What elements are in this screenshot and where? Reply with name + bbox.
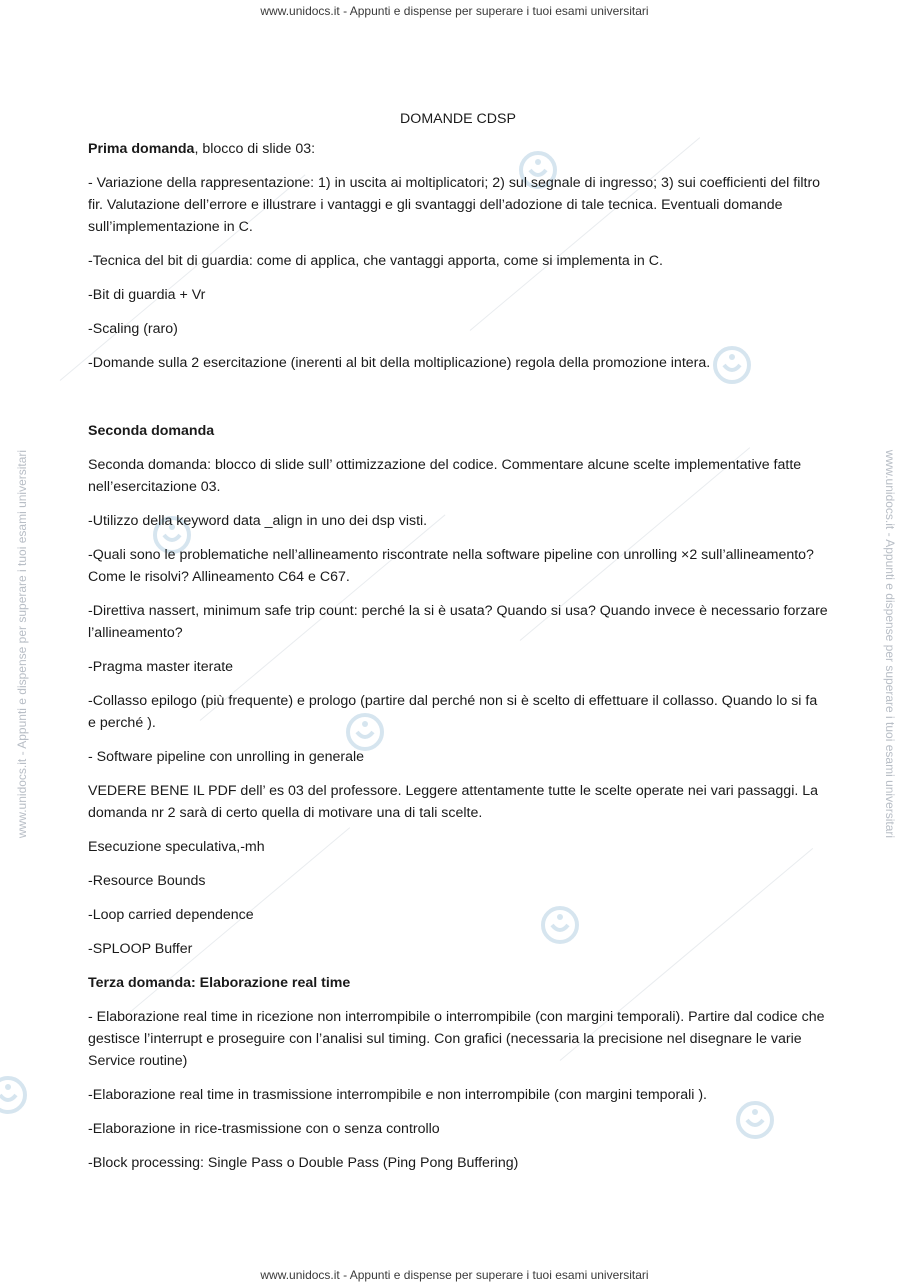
paragraph: -Pragma master iterate — [88, 659, 234, 675]
paragraph: -Loop carried dependence — [88, 907, 254, 923]
unidocs-logo-icon — [0, 1075, 28, 1115]
paragraph: -Block processing: Single Pass o Double Pass (Ping Pong Buffering) — [88, 1155, 519, 1171]
paragraph: -Collasso epilogo (più frequente) e prologo (partire dal perché non si è scelto di effettuare il collasso. Quando lo si fa e perché ). — [88, 693, 818, 731]
paragraph: -Resource Bounds — [88, 873, 206, 889]
section-1-heading — [88, 138, 828, 160]
paragraph: Seconda domanda: blocco di slide sull’ ottimizzazione del codice. Commentare alcune scelte implementative fatte nell’esercitazione 03. — [88, 457, 802, 495]
paragraph: Esecuzione speculativa,-mh — [88, 839, 265, 855]
section-3-heading: Terza domanda: Elaborazione real time — [88, 975, 351, 991]
paragraph: -Direttiva nassert, minimum safe trip count: perché la si è usata? Quando si usa? Quando invece è necessario forzare l’allineamento? — [88, 603, 828, 641]
paragraph: -Tecnica del bit di guardia: come di applica, che vantaggi apporta, come si implementa in C. — [88, 253, 663, 269]
paragraph: -Domande sulla 2 esercitazione (inerenti al bit della moltiplicazione) regola della promozione intera. — [88, 355, 711, 371]
paragraph: - Elaborazione real time in ricezione non interrompibile o interrompibile (con margini temporali). Partire dal codice che gestisce l’interrupt e proseguire con l’analisi sul timing. Con grafici (necessaria la precisione nel disegnare le varie Service routine) — [88, 1009, 825, 1069]
paragraph: -SPLOOP Buffer — [88, 941, 193, 957]
watermark-side-right: www.unidocs.it - Appunti e dispense per superare i tuoi esami universitari — [883, 449, 897, 839]
paragraph: VEDERE BENE IL PDF dell’ es 03 del professore. Leggere attentamente tutte le scelte operate nei vari passaggi. La domanda nr 2 sarà di certo quella di motivare una di tali scelte. — [88, 783, 819, 821]
section-2-heading: Seconda domanda — [88, 423, 215, 439]
paragraph: -Utilizzo della keyword data _align in uno dei dsp visti. — [88, 513, 428, 529]
document-title: DOMANDE CDSP — [400, 111, 516, 127]
watermark-side-left: www.unidocs.it - Appunti e dispense per superare i tuoi esami universitari — [15, 449, 29, 839]
section-1-heading-bold: Prima domanda — [88, 141, 195, 157]
paragraph: - Variazione della rappresentazione: 1) in uscita ai moltiplicatori; 2) sul segnale di ingresso; 3) sui coefficienti del filtro fir. Valutazione dell’errore e illustrare i vantaggi e gli svantaggi dell’adozione di tale tecnica. Eventuali domande sull’implementazione in C. — [88, 175, 821, 235]
paragraph: -Elaborazione real time in trasmissione interrompibile e non interrompibile (con margini temporali ). — [88, 1087, 707, 1103]
paragraph: -Bit di guardia + Vr — [88, 287, 206, 303]
paragraph: - Software pipeline con unrolling in generale — [88, 749, 365, 765]
document-body — [88, 108, 828, 1186]
paragraph: -Elaborazione in rice-trasmissione con o senza controllo — [88, 1121, 440, 1137]
section-1-heading-suffix: , blocco di slide 03: — [194, 141, 316, 157]
paragraph: -Quali sono le problematiche nell’allineamento riscontrate nella software pipeline con unrolling ×2 sull’allineamento? Come le risolvi? Allineamento C64 e C67. — [88, 547, 814, 585]
spacer — [88, 386, 828, 420]
paragraph: -Scaling (raro) — [88, 321, 178, 337]
watermark-footer: www.unidocs.it - Appunti e dispense per superare i tuoi esami universitari — [260, 1268, 649, 1282]
watermark-header: www.unidocs.it - Appunti e dispense per superare i tuoi esami universitari — [260, 4, 649, 18]
